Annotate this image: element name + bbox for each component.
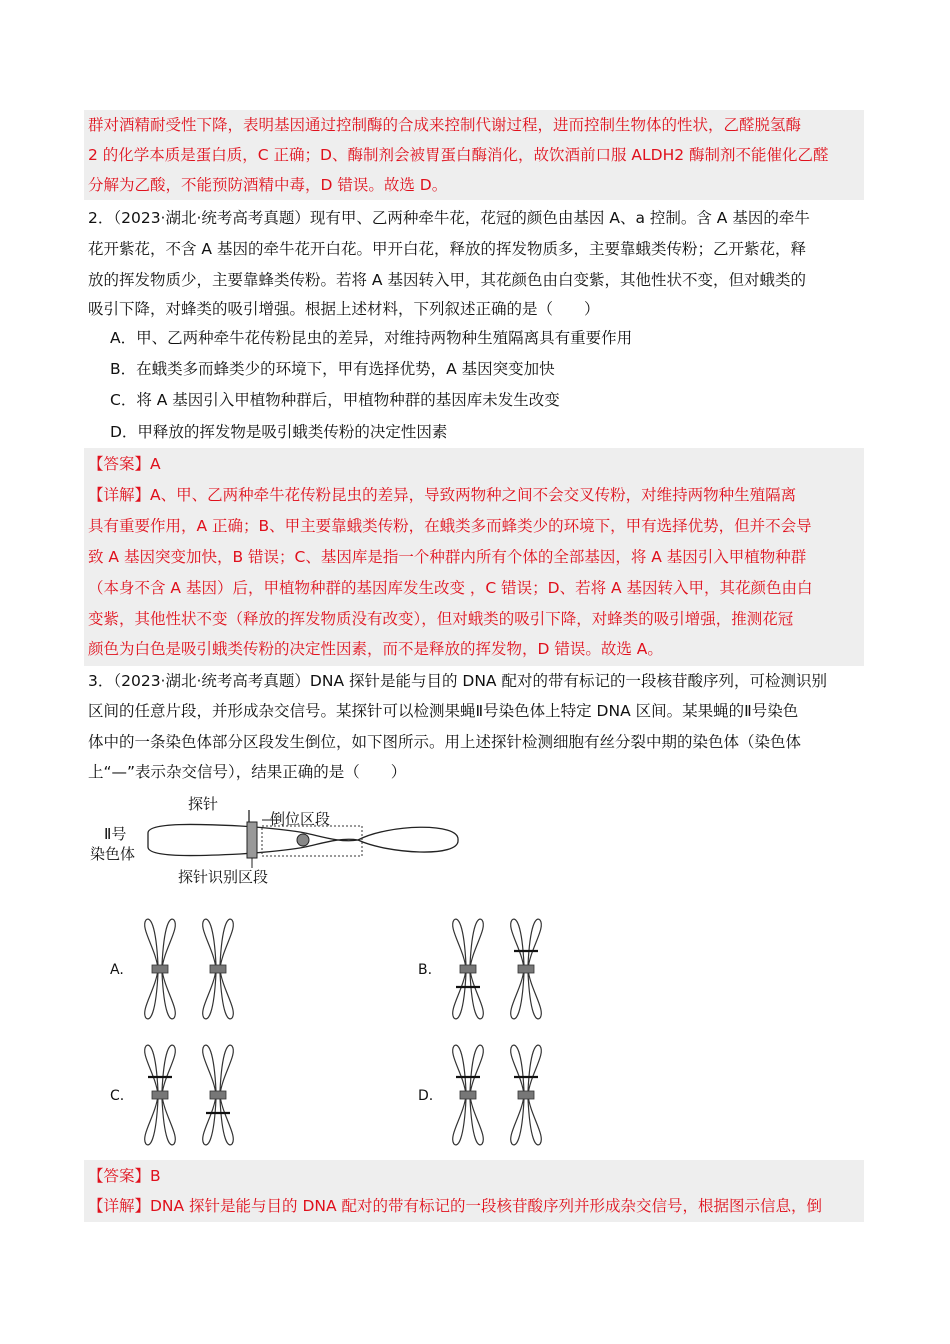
q2-explanation-line: 颜色为白色是吸引蛾类传粉的决定性因素，而不是释放的挥发物，D 错误。故选 A。 [88,640,663,658]
option-c-chromosomes [134,1040,244,1150]
metaphase-chromosome [453,1045,484,1145]
metaphase-chromosome [203,1045,234,1145]
chromatid-arm [470,919,483,969]
q3-option-a-label: A. [110,962,124,978]
centromere [297,834,309,846]
centromere [210,1091,226,1099]
chromatid-arm [203,919,216,969]
q2-explanation-line: 【详解】A、甲、乙两种牵牛花传粉昆虫的差异，导致两物种之间不会交叉传粉，对维持两物种生殖隔离 [88,486,797,504]
q3-option-b-label: B. [418,962,433,978]
chromosome-ii-diagram [140,810,470,880]
metaphase-chromosome [453,919,484,1019]
prev-explanation-line: 分解为乙酸，不能预防酒精中毒，D 错误。故选 D。 [88,176,448,194]
metaphase-chromosome [145,919,176,1019]
chromatid-arm [511,1045,524,1095]
chromatid-arm [162,1095,175,1145]
probe-label: 探针 [188,795,219,813]
chromatid-arm [203,1045,216,1095]
option-a-chromosomes [134,914,244,1024]
metaphase-chromosome [511,1045,542,1145]
chromatid-arm [220,919,233,969]
chromatid-arm [528,1095,541,1145]
q3-explanation-line: 【详解】DNA 探针是能与目的 DNA 配对的带有标记的一段核苷酸序列并形成杂交信号，根据图示信息，倒 [88,1197,823,1215]
q2-explanation-line: 致 A 基因突变加快，B 错误；C、基因库是指一个种群内所有个体的全部基因，将 A 基因引入甲植物种群 [88,548,807,566]
chromatid-arm [220,1095,233,1145]
q2-stem-line: 花开紫花，不含 A 基因的牵牛花开白花。甲开白花，释放的挥发物质多，主要靠蛾类传粉；乙开紫花，释 [88,240,806,258]
q2-explanation-line: （本身不含 A 基因）后，甲植物种群的基因库发生改变 ，C 错误；D、若将 A 基因转入甲，其花颜色由白 [88,579,813,597]
chromatid-arm [511,1095,524,1145]
prev-explanation-line: 群对酒精耐受性下降，表明基因通过控制酶的合成来控制代谢过程，进而控制生物体的性状，乙醛脱氢酶 [88,116,802,134]
option-d-chromosomes [442,1040,552,1150]
chromatid-arm [470,969,483,1019]
chromatid-arm [470,1095,483,1145]
q2-stem-line: 2．（2023·湖北·统考高考真题）现有甲、乙两种牵牛花，花冠的颜色由基因 A、a 控制。含 A 基因的牵牛 [88,209,810,227]
chromatid-arm [470,1045,483,1095]
chromatid-arm [453,1095,466,1145]
option-b-chromosomes [442,914,552,1024]
chromatid-arm [511,919,524,969]
chromatid-arm [453,1045,466,1095]
chromatid-arm [203,1095,216,1145]
chromatid-arm [220,969,233,1019]
q3-stem-line: 上“—”表示杂交信号），结果正确的是（ ） [88,763,407,781]
q2-option-d: D．甲释放的挥发物是吸引蛾类传粉的决定性因素 [110,423,448,441]
chromatid-arm [220,1045,233,1095]
q3-stem-line: 体中的一条染色体部分区段发生倒位，如下图所示。用上述探针检测细胞有丝分裂中期的染色体（染色体 [88,733,802,751]
chromatid-arm [162,969,175,1019]
chromatid-arm [162,919,175,969]
chromatid-arm [145,1095,158,1145]
q3-option-c-label: C. [110,1088,125,1104]
metaphase-chromosome [203,919,234,1019]
q2-explanation-line: 具有重要作用，A 正确；B、甲主要靠蛾类传粉，在蛾类多而蜂类少的环境下，甲有选择优势，但并不会导 [88,517,812,535]
centromere [210,965,226,973]
chromatid-arm [528,919,541,969]
chromatid-arm [203,969,216,1019]
prev-explanation-line: 2 的化学本质是蛋白质，C 正确；D、酶制剂会被胃蛋白酶消化，故饮酒前口服 ALDH2 酶制剂不能催化乙醛 [88,146,829,164]
q2-option-c: C．将 A 基因引入甲植物种群后，甲植物种群的基因库未发生改变 [110,391,560,409]
metaphase-chromosome [511,919,542,1019]
chromatid-arm [528,1045,541,1095]
q3-option-d-label: D. [418,1088,434,1104]
centromere [518,1091,534,1099]
centromere [152,965,168,973]
q2-explanation-line: 变紫，其他性状不变（释放的挥发物质没有改变），但对蛾类的吸引下降，对蜂类的吸引增强，推测花冠 [88,610,794,628]
q3-stem-line: 3．（2023·湖北·统考高考真题）DNA 探针是能与目的 DNA 配对的带有标记的一段核苷酸序列，可检测识别 [88,672,827,690]
chromosome-name-label: 染色体 [90,845,136,863]
q2-answer: 【答案】A [88,455,161,473]
q2-option-a: A．甲、乙两种牵牛花传粉昆虫的差异，对维持两物种生殖隔离具有重要作用 [110,329,633,347]
q3-answer: 【答案】B [88,1167,161,1185]
inversion-label: 倒位区段 [270,810,331,828]
chromatid-arm [453,919,466,969]
chromatid-arm [145,1045,158,1095]
q2-option-b: B．在蛾类多而蜂类少的环境下，甲有选择优势，A 基因突变加快 [110,360,555,378]
centromere [518,965,534,973]
centromere [152,1091,168,1099]
chromatid-arm [453,969,466,1019]
q3-stem-line: 区间的任意片段，并形成杂交信号。某探针可以检测果蝇Ⅱ号染色体上特定 DNA 区间。某果蝇的Ⅱ号染色 [88,702,799,720]
q2-stem-line: 放的挥发物质少，主要靠蜂类传粉。若将 A 基因转入甲，其花颜色由白变紫，其他性状不变，但对蛾类的 [88,271,806,289]
chromatid-arm [528,969,541,1019]
centromere [460,965,476,973]
centromere [460,1091,476,1099]
q2-stem-line: 吸引下降，对蜂类的吸引增强。根据上述材料，下列叙述正确的是（ ） [88,300,600,318]
probe-region-label: 探针识别区段 [178,868,269,886]
probe-region-mark [247,822,257,858]
chromatid-arm [145,969,158,1019]
chromatid-arm [145,919,158,969]
chromatid-arm [511,969,524,1019]
chromatid-arm [162,1045,175,1095]
metaphase-chromosome [145,1045,176,1145]
chromosome-name-label: Ⅱ号 [104,825,127,843]
